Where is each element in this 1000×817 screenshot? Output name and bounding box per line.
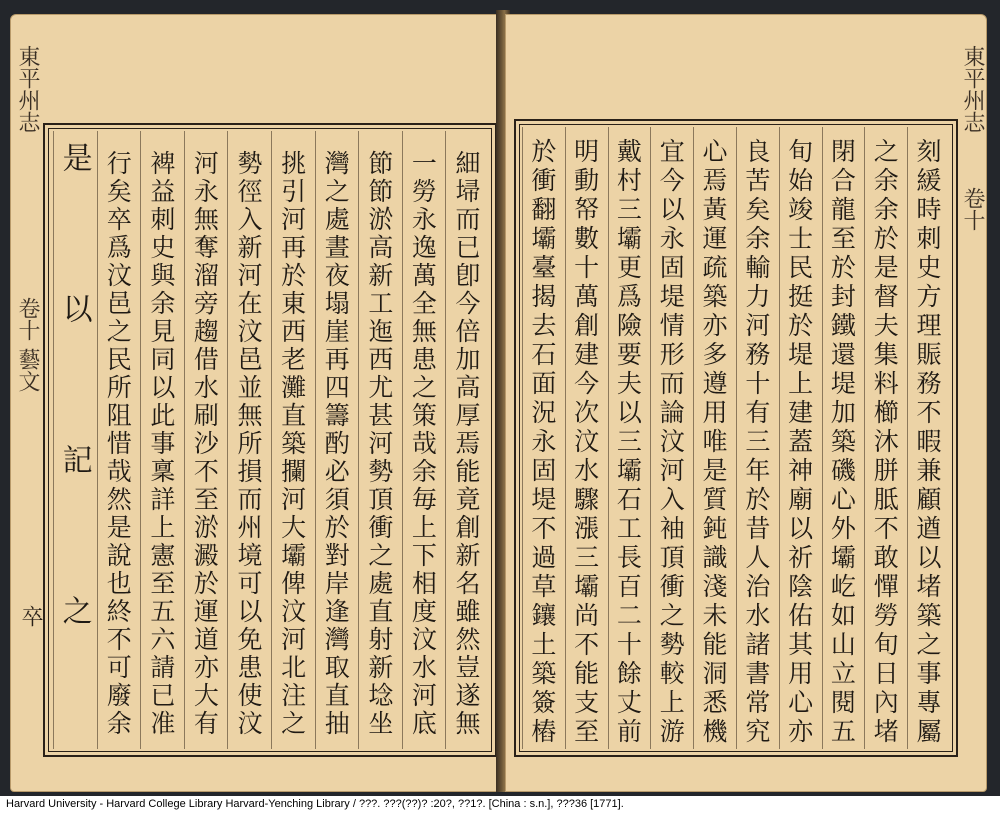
column-text: 行矣卒爲汶邑之民所阻惜哉然是說也終不可廢余 [103, 150, 133, 738]
column-text: 旬始竣士民挺於堤上建蓋神廟以祈陰佑其用心亦 [784, 137, 814, 747]
column-text: 閉合龍至於封鐵還堤加築磯心外壩屹如山立閱五 [827, 137, 857, 747]
column-text: 挑引河再於東西老灘直築攔河大壩俾汶河北注之 [277, 150, 307, 738]
column-text: 之余余於是督夫集料櫛沐胼胝不敢憚勞旬日內堵 [870, 137, 900, 747]
column-text: 河永無奪溜旁趨借水刷沙不至淤澱於運道亦大有 [190, 150, 220, 738]
left-text-frame [43, 123, 497, 757]
text-column [227, 131, 271, 749]
column-text: 裨益刺史與余見同以此事稟詳上憲至五六請已准 [146, 150, 176, 738]
text-column [650, 127, 693, 749]
text-column [822, 127, 865, 749]
library-attribution-caption: Harvard University - Harvard College Library Harvard-Yenching Library / ???. ???(??)? :20?, ??1?. [China : s.n.], ???36 [1771]. [6, 798, 624, 810]
margin-running-head: 東平州志 [960, 45, 985, 133]
text-column [864, 127, 907, 749]
right-margin-strip [958, 45, 986, 775]
column-text: 宜今以永固堤情形而論汶河入袖頂衝之勢較上游 [656, 137, 686, 747]
text-column [907, 127, 950, 749]
text-column [445, 131, 489, 749]
text-column [271, 131, 315, 749]
column-text: 節節淤高新工迤西尤甚河勢頂衝之處直射新埝坐 [364, 150, 394, 738]
column-text: 勢徑入新河在汶邑並無所損而州境可以免患使汶 [234, 150, 263, 738]
right-text-frame [514, 119, 958, 757]
left-page [10, 14, 500, 792]
margin-section-title: 卷十 [960, 187, 985, 231]
text-column [140, 131, 184, 749]
text-column [315, 131, 359, 749]
page-number: 卒 [18, 605, 43, 627]
column-text: 心焉黃運疏築亦多遵用唯是質鈍識淺未能洞悉機 [699, 137, 728, 747]
text-column [402, 131, 446, 749]
column-text: 細埽而已卽今倍加高厚焉能竟創新名雖然豈遂無 [452, 150, 481, 738]
text-column [53, 131, 97, 749]
left-margin-strip [13, 45, 41, 775]
right-page [505, 14, 987, 792]
column-text: 一勞永逸萬全無患之策哉余毎上下相度汶水河底 [408, 150, 438, 738]
column-text: 灣之處晝夜塌崖再四籌酌必須於對岸逢灣取直抽 [321, 150, 351, 738]
text-column [184, 131, 228, 749]
column-text: 明動帑數十萬創建今次汶水驟漲三壩尚不能支至 [570, 137, 600, 747]
text-column [736, 127, 779, 749]
text-column [693, 127, 736, 749]
text-column [565, 127, 608, 749]
column-text: 於衝翻壩臺揭去石面況永固堤不過草鑲土築簽樁 [527, 137, 557, 747]
column-text: 戴村三壩更爲險要夫以三壩石工長百二十餘丈前 [613, 137, 643, 747]
text-column [97, 131, 141, 749]
column-text: 刻緩時刺史方理賑務不暇兼顧遒以堵築之事專屬 [913, 137, 942, 747]
margin-section-title: 卷十 藝文 [15, 297, 40, 392]
text-column [608, 127, 651, 749]
column-text: 良苦矣余輸力河務十有三年於昔人治水諸書常究 [741, 137, 771, 747]
column-text: 是以記之 [56, 142, 92, 746]
text-column [358, 131, 402, 749]
text-column [779, 127, 822, 749]
text-column [522, 127, 565, 749]
margin-running-head: 東平州志 [15, 45, 40, 133]
